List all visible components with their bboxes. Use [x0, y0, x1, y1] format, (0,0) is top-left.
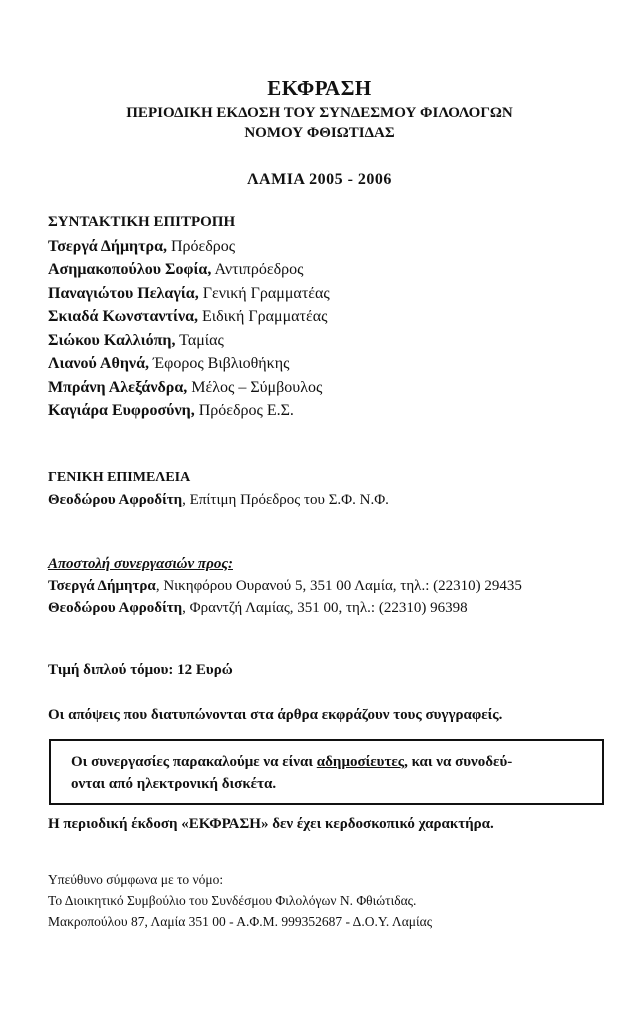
member-role: Πρόεδρος Ε.Σ. [194, 402, 294, 419]
committee-member [48, 376, 608, 400]
contributions-heading: Αποστολή συνεργασιών προς: [48, 556, 233, 572]
editing-heading: ΓΕΝΙΚΗ ΕΠΙΜΕΛΕΙΑ [48, 470, 191, 485]
contact-details: , Φραντζή Λαμίας, 351 00, τηλ.: (22310) 96398 [182, 600, 468, 616]
place-and-years: ΛΑΜΙΑ 2005 - 2006 [247, 171, 392, 188]
committee-member [48, 305, 608, 329]
footer-line-2: Το Διοικητικό Συμβούλιο του Συνδέσμου Φιλολόγων Ν. Φθιώτιδας. [48, 893, 417, 908]
member-role: Μέλος – Σύμβουλος [187, 378, 323, 396]
editor-line [48, 489, 608, 511]
notice-line-2: ονται από ηλεκτρονική δισκέτα. [71, 776, 277, 792]
notice-text: Οι συνεργασίες παρακαλούμε να είναι [71, 754, 317, 770]
contact-line [48, 575, 608, 597]
journal-title: ΕΚΦΡΑΣΗ [267, 76, 372, 100]
footer-line-3: Μακροπούλου 87, Λαμία 351 00 - Α.Φ.Μ. 999352687 - Δ.Ο.Υ. Λαμίας [48, 914, 433, 929]
contact-details: , Νικηφόρου Ουρανού 5, 351 00 Λαμία, τηλ.: (22310) 29435 [155, 578, 522, 594]
member-name: Μπράνη Αλεξάνδρα, [48, 378, 188, 396]
member-name: Λιανού Αθηνά, [48, 355, 149, 372]
editor-role: , Επίτιμη Πρόεδρος του Σ.Φ. Ν.Φ. [182, 492, 389, 508]
member-role: Γενική Γραμματέας [198, 284, 330, 302]
contributions-section [48, 553, 608, 619]
committee-member [48, 258, 608, 282]
editor-name: Θεοδώρου Αφροδίτη [48, 492, 183, 508]
member-name: Τσεργά Δήμητρα, [48, 237, 167, 255]
committee-member [48, 329, 608, 353]
member-name: Ασημακοπούλου Σοφία, [48, 261, 212, 278]
committee-member [48, 235, 608, 259]
opinions-disclaimer: Οι απόψεις που διατυπώνονται στα άρθρα εκφράζουν τους συγγραφείς. [48, 707, 503, 723]
notice-line-1 [71, 751, 582, 773]
subtitle-line-1: ΠΕΡΙΟΔΙΚΗ ΕΚΔΟΣΗ ΤΟΥ ΣΥΝΔΕΣΜΟΥ ΦΙΛΟΛΟΓΩΝ [126, 105, 513, 121]
editorial-committee [48, 211, 608, 423]
contact-name: Τσεργά Δήμητρα [48, 578, 156, 594]
member-role: Ειδική Γραμματέας [198, 308, 328, 325]
member-role: Πρόεδρος [167, 237, 236, 255]
contact-line [48, 597, 608, 619]
legal-footer [48, 869, 608, 932]
general-editing [48, 467, 608, 511]
member-name: Παναγιώτου Πελαγία, [48, 284, 199, 302]
issue-price: Τιμή διπλού τόμου: 12 Ευρώ [48, 662, 233, 678]
member-name: Σιώκου Καλλιόπη, [48, 331, 176, 349]
committee-heading: ΣΥΝΤΑΚΤΙΚΗ ΕΠΙΤΡΟΠΗ [48, 214, 236, 230]
committee-member [48, 282, 608, 306]
contact-name: Θεοδώρου Αφροδίτη [48, 600, 183, 616]
masthead [0, 76, 639, 143]
committee-member [48, 352, 608, 376]
member-role: Ταμίας [175, 331, 224, 349]
nonprofit-statement: Η περιοδική έκδοση «ΕΚΦΡΑΣΗ» δεν έχει κερδοσκοπικό χαρακτήρα. [48, 816, 494, 832]
footer-line-1: Υπεύθυνο σύμφωνα με το νόμο: [48, 872, 224, 887]
notice-underlined-word: αδημοσίευτες [316, 754, 405, 770]
member-name: Σκιαδά Κωνσταντίνα, [48, 308, 199, 325]
subtitle-line-2: ΝΟΜΟΥ ΦΘΙΩΤΙΔΑΣ [244, 125, 395, 141]
submission-notice-box [49, 739, 604, 805]
member-role: Αντιπρόεδρος [211, 261, 304, 278]
member-role: Έφορος Βιβλιοθήκης [149, 355, 290, 372]
member-name: Καγιάρα Ευφροσύνη, [48, 402, 195, 419]
committee-member [48, 399, 608, 423]
notice-text: , και να συνοδεύ- [404, 754, 513, 770]
